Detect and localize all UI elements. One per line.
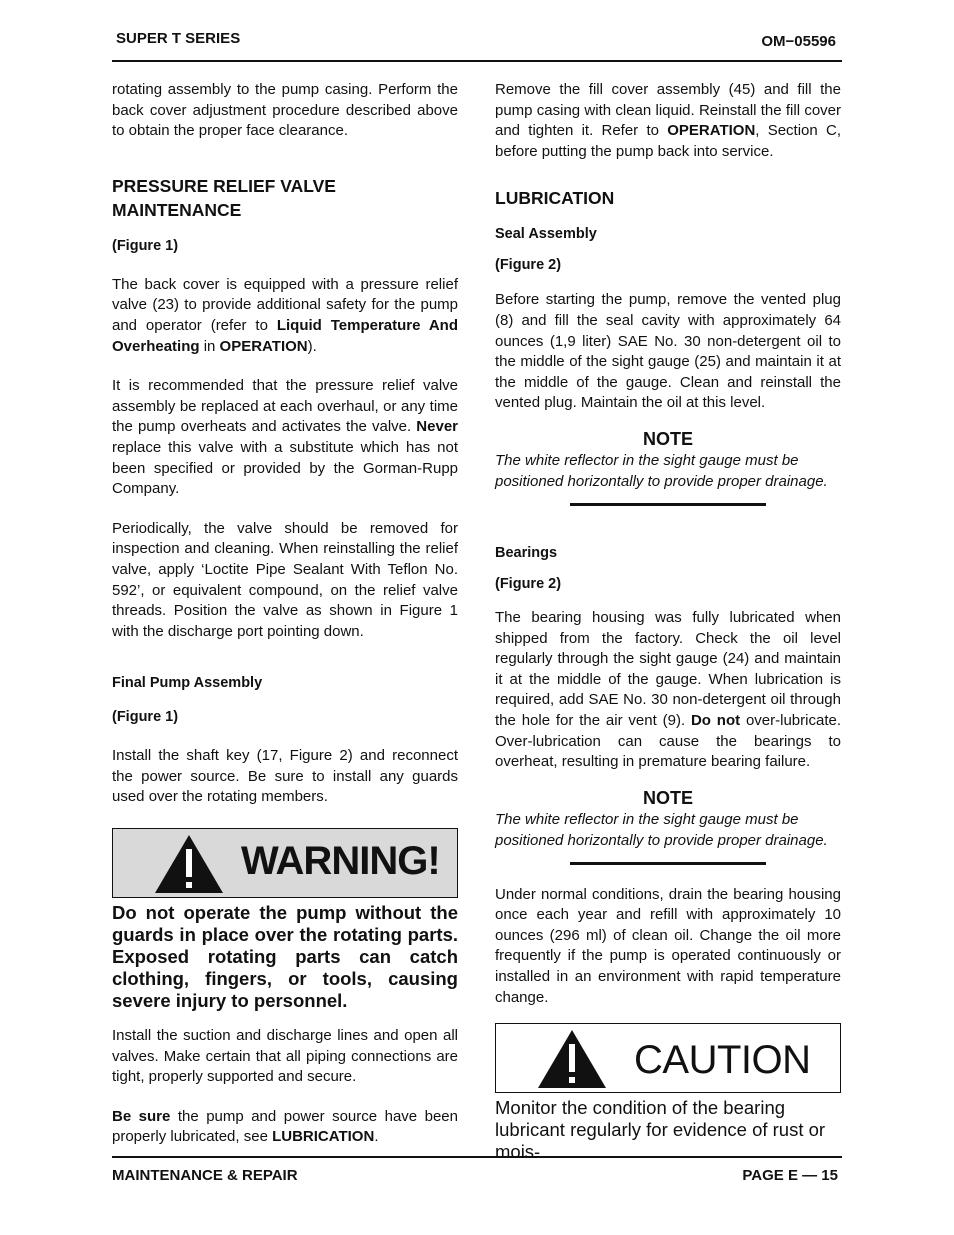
seal-figure-ref: (Figure 2) [495, 257, 562, 274]
caution-triangle-icon [536, 1028, 608, 1090]
fpa-paragraph-3: Be sure the pump and power source have been properly lubricated, see LUBRICATION. [112, 1107, 458, 1146]
bearings-paragraph-2: Under normal conditions, drain the bearing housing once each year and refill with approximately 10 ounces (296 ml) of clean oil. Change the oil more frequently if the pump is operated continuously or installed in an environment with rapid temperature change. [495, 885, 841, 1006]
warning-triangle-icon [153, 833, 225, 895]
intro-paragraph: rotating assembly to the pump casing. Perform the back cover adjustment procedure described above to obtain the proper face clearance. [112, 81, 458, 140]
seal-paragraph: Before starting the pump, remove the vented plug (8) and fill the seal cavity with approximately 64 ounces (1,9 liter) SAE No. 30 non-detergent oil to the middle of the sight gauge (25) and maintain it at the middle of the gauge. Clean and reinstall the vented plug. Maintain the oil at this level. [495, 291, 841, 412]
note-2-text: The white reflector in the sight gauge must be positioned horizontally to provide proper drainage. [495, 810, 828, 849]
seal-assembly-heading: Seal Assembly [495, 226, 597, 243]
fpa-paragraph-2: Install the suction and discharge lines and open all valves. Make certain that all piping connections are tight, properly supported and secure. [112, 1027, 458, 1086]
page-header [112, 30, 842, 62]
prv-paragraph-3: Periodically, the valve should be removed for inspection and cleaning. When reinstalling the relief valve, apply ‘Loctite Pipe Sealant With Teflon No. 592’, or equivalent compound, on the relief valve threads. Position the valve as shown in Figure 1 with the discharge port pointing down. [112, 519, 458, 640]
warning-text: Do not operate the pump without the guards in place over the rotating parts. Exposed rotating parts can catch clothing, fingers, or tools, causing severe injury to personnel. [112, 902, 458, 1012]
right-intro-paragraph: Remove the fill cover assembly (45) and fill the pump casing with clean liquid. Reinstall the fill cover and tighten it. Refer to OPERATION, Section C, before putting the pump back into service. [495, 81, 841, 160]
fpa-figure-ref: (Figure 1) [112, 709, 179, 726]
prv-figure-ref: (Figure 1) [112, 237, 179, 254]
note-2-heading: NOTE [642, 787, 693, 808]
note-1-heading: NOTE [642, 428, 693, 449]
caution-label: CAUTION [634, 1038, 811, 1083]
section-name: MAINTENANCE & REPAIR [112, 1167, 298, 1184]
lubrication-heading: LUBRICATION [495, 188, 615, 209]
warning-banner [112, 828, 458, 898]
bearings-heading: Bearings [495, 544, 558, 561]
prv-paragraph-1: The back cover is equipped with a pressure relief valve (23) to provide additional safety for the pump and operator (refer to Liquid Temperature And Overheating in OPERATION). [112, 275, 458, 355]
bearings-figure-ref: (Figure 2) [495, 575, 562, 592]
series-title: SUPER T SERIES [116, 30, 241, 47]
prv-heading: PRESSURE RELIEF VALVE MAINTENANCE [112, 175, 336, 220]
page-number: PAGE E — 15 [742, 1167, 838, 1184]
warning-label: WARNING! [241, 839, 440, 884]
fpa-heading: Final Pump Assembly [112, 675, 263, 692]
left-column [112, 80, 458, 1148]
note-1-text: The white reflector in the sight gauge must be positioned horizontally to provide proper drainage. [495, 451, 828, 490]
caution-banner [495, 1023, 841, 1093]
fpa-paragraph-1: Install the shaft key (17, Figure 2) and reconnect the power source. Be sure to install any guards used over the rotating members. [112, 747, 458, 806]
caution-text: Monitor the condition of the bearing lubricant regularly for evidence of rust or mois- [495, 1097, 826, 1163]
bearings-paragraph-1: The bearing housing was fully lubricated when shipped from the factory. Check the oil level regularly through the sight gauge (24) and maintain it at the middle of the gauge. When lubrication is required, add SAE No. 30 non-detergent oil through the hole for the air vent (9). Do not over-lubricate. Over-lubrication can cause the bearings to overheat, resulting in premature bearing failure. [495, 608, 842, 771]
prv-paragraph-2: It is recommended that the pressure relief valve assembly be replaced at each overhaul, or any time the pump overheats and activates the valve. Never replace this valve with a substitute which has not been specified or provided by the Gorman-Rupp Company. [112, 377, 458, 498]
document-number: OM−05596 [761, 33, 836, 50]
right-column [495, 80, 841, 1163]
page-footer [112, 1156, 842, 1188]
